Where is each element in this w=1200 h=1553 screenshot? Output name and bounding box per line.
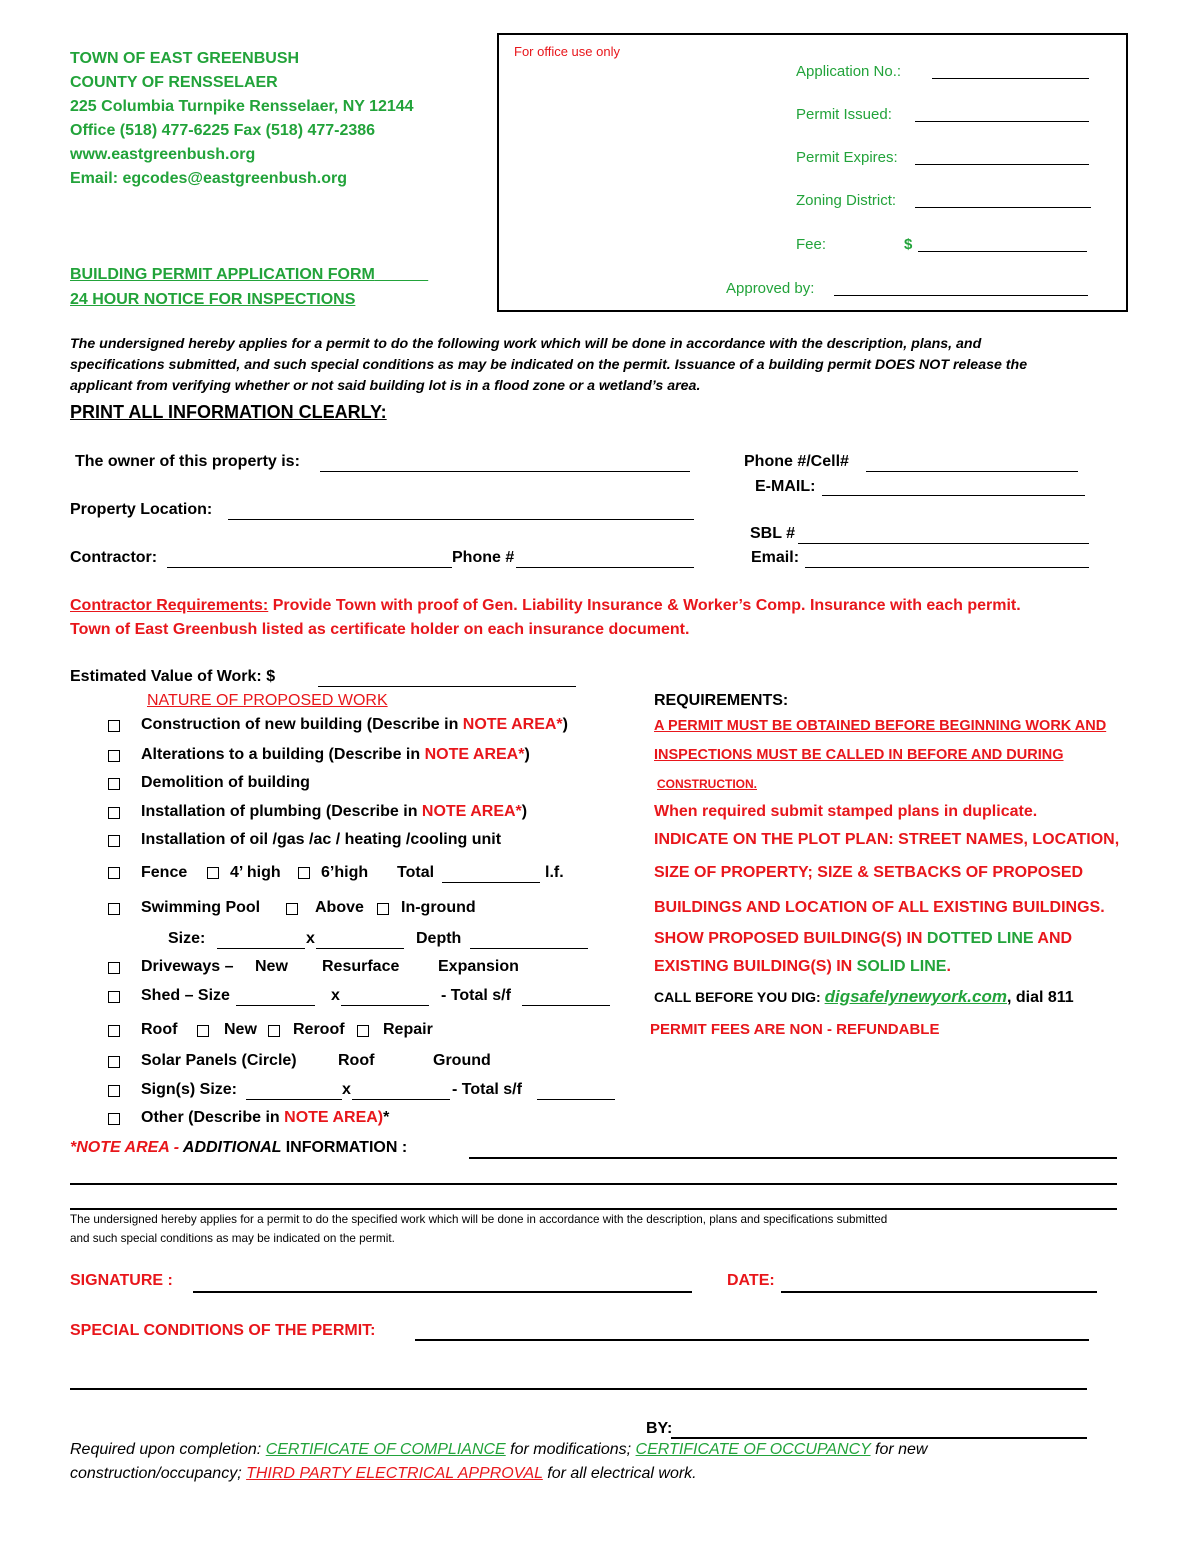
approved-by-label: Approved by: [726, 280, 815, 297]
office-use-heading: For office use only [514, 44, 620, 59]
note-area-line-2[interactable] [70, 1183, 1117, 1185]
roof-repair-checkbox[interactable] [357, 1025, 369, 1037]
signs-x: x [342, 1081, 351, 1098]
signs-checkbox[interactable] [108, 1085, 120, 1097]
certificate-of-compliance: CERTIFICATE OF COMPLIANCE [265, 1441, 506, 1458]
permit-expires-label: Permit Expires: [796, 149, 898, 166]
owner-label: The owner of this property is: [75, 453, 300, 470]
property-location-field[interactable] [228, 519, 694, 520]
requirement-plot-plan-3: BUILDINGS AND LOCATION OF ALL EXISTING BUILDINGS. [654, 899, 1105, 916]
fence-6ft-checkbox[interactable] [298, 867, 310, 879]
approved-by-field[interactable] [834, 295, 1088, 296]
signs-width-field[interactable] [246, 1099, 342, 1100]
fees-non-refundable: PERMIT FEES ARE NON - REFUNDABLE [650, 1021, 940, 1038]
solar-ground-option[interactable]: Ground [433, 1052, 491, 1069]
zoning-district-label: Zoning District: [796, 192, 897, 209]
shed-checkbox[interactable] [108, 991, 120, 1003]
requirement-plot-plan-1: INDICATE ON THE PLOT PLAN: STREET NAMES, LOCATION, [654, 831, 1120, 848]
roof-repair-label: Repair [383, 1021, 433, 1038]
owner-field[interactable] [320, 471, 690, 472]
fence-total-field[interactable] [442, 882, 540, 883]
plumbing-checkbox[interactable] [108, 807, 120, 819]
signs-length-field[interactable] [352, 1099, 450, 1100]
date-label: DATE: [727, 1272, 775, 1289]
pool-checkbox[interactable] [108, 903, 120, 915]
contractor-phone-field[interactable] [516, 567, 694, 568]
undersigned-line-1: The undersigned hereby applies for a permit to do the specified work which will be done in accordance with the description, plans and specifications submitted [70, 1213, 888, 1226]
contractor-email-field[interactable] [805, 567, 1089, 568]
signs-total-field[interactable] [537, 1099, 615, 1100]
signature-label: SIGNATURE : [70, 1272, 173, 1289]
email-contact[interactable]: Email: egcodes@eastgreenbush.org [70, 170, 348, 187]
requirement-permit-before-work: A PERMIT MUST BE OBTAINED BEFORE BEGINNING WORK AND [654, 718, 1107, 734]
fence-label: Fence [141, 864, 188, 881]
third-party-electrical: THIRD PARTY ELECTRICAL APPROVAL [246, 1465, 543, 1482]
phone-cell-label: Phone #/Cell# [744, 453, 849, 470]
contractor-requirements: Contractor Requirements: Provide Town with proof of Gen. Liability Insurance & Worker’s Comp. Insurance with each permit. [70, 597, 1021, 614]
roof-label: Roof [141, 1021, 178, 1038]
new-building-checkbox[interactable] [108, 720, 120, 732]
alterations-label: Alterations to a building (Describe in NOTE AREA*) [141, 746, 530, 763]
heating-unit-checkbox[interactable] [108, 835, 120, 847]
roof-reroof-label: Reroof [293, 1021, 345, 1038]
requirement-stamped-plans: When required submit stamped plans in duplicate. [654, 803, 1038, 820]
owner-email-field[interactable] [822, 495, 1085, 496]
contractor-phone-label: Phone # [452, 549, 515, 566]
driveways-expansion-label: Expansion [438, 958, 519, 975]
requirement-construction: CONSTRUCTION. [657, 777, 757, 791]
solar-checkbox[interactable] [108, 1056, 120, 1068]
roof-checkbox[interactable] [108, 1025, 120, 1037]
print-clearly-heading: PRINT ALL INFORMATION CLEARLY: [70, 402, 387, 422]
signature-field[interactable] [193, 1291, 692, 1293]
town-name: TOWN OF EAST GREENBUSH [70, 50, 300, 67]
call-before-dig: CALL BEFORE YOU DIG: digsafelynewyork.com, dial 811 [654, 987, 1074, 1006]
address: 225 Columbia Turnpike Rensselaer, NY 12144 [70, 98, 414, 115]
new-building-label: Construction of new building (Describe in NOTE AREA*) [141, 716, 568, 733]
requirement-solid-line: EXISTING BUILDING(S) IN SOLID LINE. [654, 958, 951, 975]
shed-x: x [331, 987, 340, 1004]
application-no-label: Application No.: [796, 63, 902, 80]
plumbing-label: Installation of plumbing (Describe in NOTE AREA*) [141, 803, 528, 820]
county-name: COUNTY OF RENSSELAER [70, 74, 278, 91]
application-no-field[interactable] [932, 78, 1089, 79]
signs-total-label: - Total s/f [452, 1081, 522, 1098]
requirement-plot-plan-2: SIZE OF PROPERTY; SIZE & SETBACKS OF PROPOSED [654, 864, 1084, 881]
shed-length-field[interactable] [341, 1005, 429, 1006]
contractor-field[interactable] [167, 567, 452, 568]
driveways-new-label: New [255, 958, 288, 975]
other-checkbox[interactable] [108, 1113, 120, 1125]
owner-email-label: E-MAIL: [755, 478, 816, 495]
demolition-label: Demolition of building [141, 774, 310, 791]
shed-label: Shed – Size [141, 987, 230, 1004]
shed-total-label: - Total s/f [441, 987, 511, 1004]
pool-above-label: Above [315, 899, 364, 916]
heating-unit-label: Installation of oil /gas /ac / heating /cooling unit [141, 831, 502, 848]
driveways-label: Driveways – [141, 958, 234, 975]
pool-depth-field[interactable] [470, 948, 588, 949]
fee-dollar-sign: $ [904, 236, 913, 253]
pool-label: Swimming Pool [141, 899, 261, 916]
permit-issued-label: Permit Issued: [796, 106, 892, 123]
by-label: BY: [646, 1420, 673, 1437]
roof-new-checkbox[interactable] [197, 1025, 209, 1037]
contractor-email-label: Email: [751, 549, 800, 566]
fence-checkbox[interactable] [108, 867, 120, 879]
fee-field[interactable] [918, 251, 1087, 252]
estimated-value-label: Estimated Value of Work: $ [70, 668, 276, 685]
note-area-line-3[interactable] [70, 1208, 1117, 1210]
note-area-label: *NOTE AREA - ADDITIONAL INFORMATION : [70, 1139, 408, 1156]
contractor-label: Contractor: [70, 549, 158, 566]
roof-reroof-checkbox[interactable] [268, 1025, 280, 1037]
pool-size-length-field[interactable] [316, 948, 404, 949]
other-label: Other (Describe in NOTE AREA)* [141, 1109, 390, 1126]
note-area-line-1[interactable] [469, 1157, 1117, 1159]
shed-total-field[interactable] [522, 1005, 610, 1006]
nature-heading: NATURE OF PROPOSED WORK [147, 692, 388, 709]
property-location-label: Property Location: [70, 501, 213, 518]
pool-size-label: Size: [168, 930, 206, 947]
fence-4ft-checkbox[interactable] [207, 867, 219, 879]
permit-expires-field[interactable] [915, 164, 1089, 165]
zoning-district-field[interactable] [915, 207, 1091, 208]
solar-roof-option[interactable]: Roof [338, 1052, 375, 1069]
sbl-label: SBL # [750, 525, 796, 542]
pool-depth-label: Depth [416, 930, 462, 947]
fence-4ft-label: 4’ high [230, 864, 281, 881]
form-title: BUILDING PERMIT APPLICATION FORM [70, 266, 375, 283]
inspection-notice: 24 HOUR NOTICE FOR INSPECTIONS [70, 291, 356, 308]
pool-size-x: x [306, 930, 315, 947]
permit-issued-field[interactable] [915, 121, 1089, 122]
pool-size-width-field[interactable] [217, 948, 305, 949]
signs-label: Sign(s) Size: [141, 1081, 238, 1098]
contractor-requirements-label: Contractor Requirements: [70, 597, 269, 614]
intro-line-1: The undersigned hereby applies for a permit to do the following work which will be done in accordance with the description, plans, and [70, 336, 982, 352]
special-conditions-line-1[interactable] [415, 1339, 1089, 1341]
phone-cell-field[interactable] [866, 471, 1078, 472]
solar-label: Solar Panels (Circle) [141, 1052, 297, 1069]
date-field[interactable] [781, 1291, 1097, 1293]
intro-line-3: applicant from verifying whether or not said building lot is in a flood zone or a wetland’s area. [70, 378, 701, 394]
pool-inground-checkbox[interactable] [377, 903, 389, 915]
driveways-checkbox[interactable] [108, 962, 120, 974]
digsafely-link[interactable]: digsafelynewyork.com [824, 987, 1007, 1006]
shed-width-field[interactable] [236, 1005, 315, 1006]
sbl-field[interactable] [798, 543, 1089, 544]
pool-above-checkbox[interactable] [286, 903, 298, 915]
requirement-dotted-line: SHOW PROPOSED BUILDING(S) IN DOTTED LINE AND [654, 930, 1073, 947]
estimated-value-field[interactable] [318, 686, 576, 687]
certificate-holder-note: Town of East Greenbush listed as certificate holder on each insurance document. [70, 621, 690, 638]
demolition-checkbox[interactable] [108, 778, 120, 790]
phone-fax: Office (518) 477-6225 Fax (518) 477-2386 [70, 122, 376, 139]
by-field[interactable] [671, 1437, 1087, 1439]
fence-6ft-label: 6’high [321, 864, 369, 881]
alterations-checkbox[interactable] [108, 750, 120, 762]
undersigned-line-2: and such special conditions as may be indicated on the permit. [70, 1232, 395, 1245]
special-conditions-label: SPECIAL CONDITIONS OF THE PERMIT: [70, 1322, 376, 1339]
driveways-resurface-label: Resurface [322, 958, 400, 975]
requirement-inspections: INSPECTIONS MUST BE CALLED IN BEFORE AND DURING [654, 747, 1064, 763]
completion-line-2: construction/occupancy; THIRD PARTY ELECTRICAL APPROVAL for all electrical work. [70, 1465, 697, 1482]
completion-line-1: Required upon completion: CERTIFICATE OF COMPLIANCE for modifications; CERTIFICATE OF OCCUPANCY for new [70, 1441, 928, 1458]
fee-label: Fee: [796, 236, 827, 253]
requirements-heading: REQUIREMENTS: [654, 692, 789, 709]
roof-new-label: New [224, 1021, 257, 1038]
intro-line-2: specifications submitted, and such special conditions as may be indicated on the permit. Issuance of a building permit DOES NOT release the [70, 357, 1028, 373]
pool-inground-label: In-ground [401, 899, 476, 916]
website-link[interactable]: www.eastgreenbush.org [70, 146, 256, 163]
fence-total-label: Total [397, 864, 435, 881]
certificate-of-occupancy: CERTIFICATE OF OCCUPANCY [635, 1441, 871, 1458]
special-conditions-line-2[interactable] [70, 1388, 1087, 1390]
fence-lf-label: l.f. [545, 864, 564, 881]
